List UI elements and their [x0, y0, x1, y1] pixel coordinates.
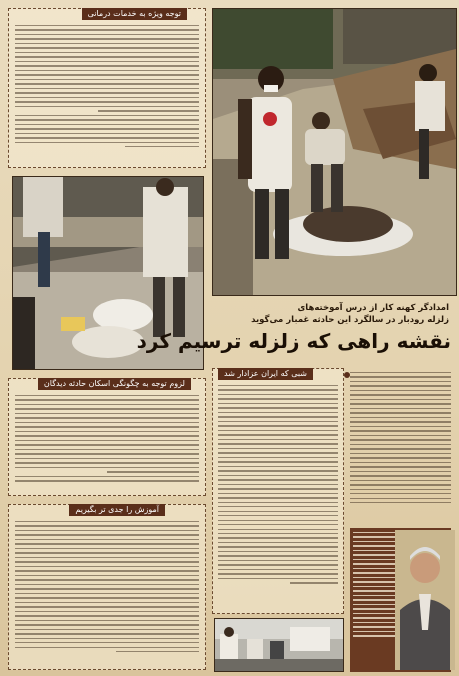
- field-team-photo: [214, 618, 344, 672]
- main-headline: نقشه راهی که زلزله ترسیم کرد: [136, 329, 451, 353]
- night-iran-mourned-title: شبی که ایران عزادار شد: [218, 368, 313, 380]
- kicker-line-1: امدادگر کهنه کار از درس آموخته‌های: [297, 303, 449, 313]
- treatment-body-text: [15, 25, 199, 163]
- night-iran-mourned-body-text: [218, 385, 338, 609]
- survivors-article: [8, 378, 206, 496]
- kicker-line-2: زلزله رودبار در سالگرد این حادثه غمبار می‌گوید: [251, 315, 449, 325]
- survivors-title: لزوم توجه به چگونگی اسکان حادثه دیدگان: [38, 378, 191, 390]
- portrait-photo: [395, 530, 455, 670]
- treatment-title: توجه ویژه به خدمات درمانی: [82, 8, 187, 20]
- training-body-text: [15, 521, 199, 665]
- night-iran-mourned-article: [212, 368, 344, 614]
- rescue-workers-photo: [212, 8, 457, 296]
- survivors-body-text: [15, 395, 199, 491]
- treatment-article: [8, 8, 206, 168]
- main-article-text: [350, 372, 451, 522]
- training-article: [8, 504, 206, 670]
- headline-kicker: [219, 302, 449, 326]
- column-separator-dot: [344, 372, 350, 378]
- training-title: آموزش را جدی تر بگیریم: [69, 504, 165, 516]
